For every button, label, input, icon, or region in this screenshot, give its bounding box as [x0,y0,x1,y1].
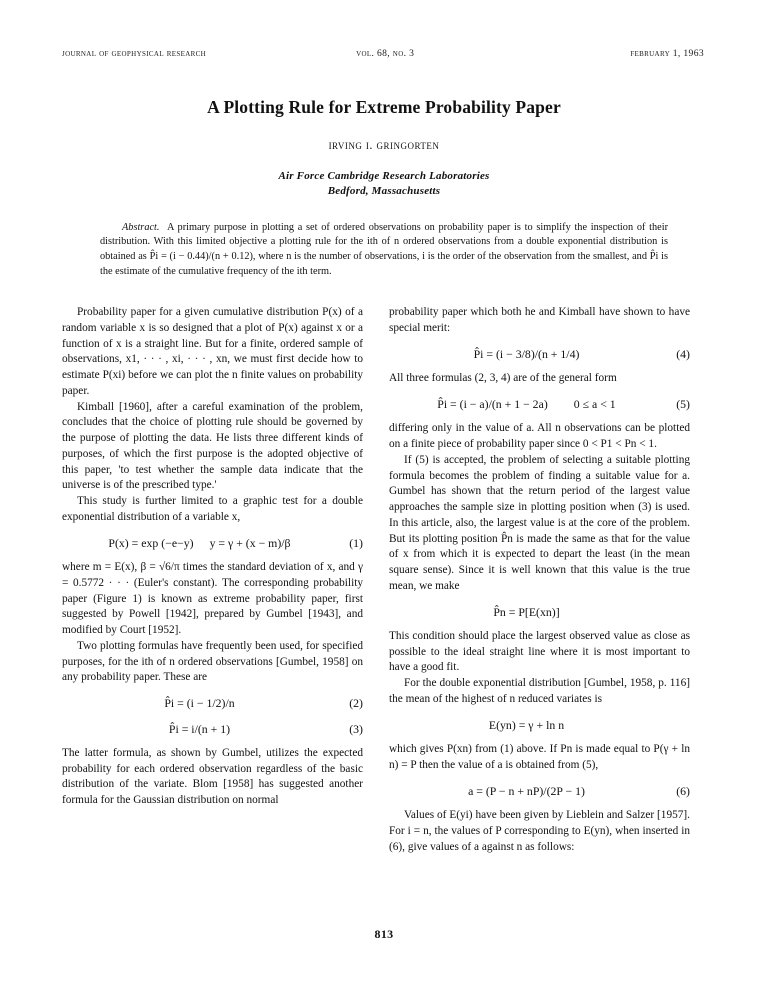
equation-2-number: (2) [349,696,363,711]
body-columns [62,305,706,855]
equation-5-condition: 0 ≤ a < 1 [573,396,616,411]
affiliation-location: Bedford, Massachusetts [327,184,441,197]
equation-1-body [62,535,337,551]
paragraph: This study is further limited to a graphic test for a double exponential distribution of a variable x, [62,495,363,523]
equation-3-number: (3) [349,721,363,736]
title-block [62,97,706,199]
equation-4-number: (4) [676,346,690,361]
equation-unnumbered-2-body: E(yn) = γ + ln n [488,717,565,732]
paragraph: where m = E(x), β = √6/π times the standard deviation of x, and γ = 0.5772 · · · (Euler's constant). The corresponding probability paper (Figure 1) is known as extreme probability paper, first suggested by Powell [1942], prepared by Gumbel [1943], and modified by Court [1952]. [62,561,363,637]
paragraph: Two plotting formulas have frequently been used, for specified purposes, for the ith of n ordered observations [Gumbel, 1958] on any probability paper. These are [62,639,363,684]
equation-1 [62,535,363,551]
running-head [62,48,706,59]
paragraph: Values of E(yi) have been given by Lieblein and Salzer [1957]. For i = n, the values of P corresponding to E(yn), when inserted in (6), give values of a against n as follows: [389,809,690,853]
affiliation [62,169,706,199]
equation-2-body: P̂i = (i − 1/2)/n [164,696,235,711]
equation-unnumbered-2 [389,717,690,733]
running-head-journal: journal of geophysical research [62,48,207,59]
equation-1-number: (1) [349,535,363,550]
right-column [389,305,690,855]
paragraph: The latter formula, as shown by Gumbel, utilizes the expected probability for each ordered observation regardless of the basic distribution of the variate. Blom [1958] has suggested another formula for the Gaussian distribution on normal [62,746,363,807]
paragraph: Kimball [1960], after a careful examination of the problem, concludes that the choice of plotting rule should be governed by the purpose of plotting the data. He lists three different kinds of purposes, of which the first purpose is the adopted objective of this paper, 'to test whether the sample data indicate that the universe is of the prescribed type.' [62,400,363,492]
equation-4 [389,346,690,362]
paragraph: Probability paper for a given cumulative distribution P(x) of a random variable x is so designed that a plot of P(x) against x or a function of x is a straight line. But for a finite, ordered sample of observations, x1, · · · , xi, · · · , xn, we must first decide how to estimate P(xi) before we can plot the n finite values on probability paper. [62,306,363,397]
abstract-label: Abstract. [122,221,160,233]
paragraph: All three formulas (2, 3, 4) are of the general form [389,372,617,385]
equation-3-body: P̂i = i/(n + 1) [168,721,231,736]
equation-6 [389,783,690,799]
left-column [62,305,363,809]
paragraph: This condition should place the largest observed value as close as possible to the ideal straight line where it is most important to have a good fit. [389,629,690,674]
equation-5-number: (5) [676,396,690,411]
page-title: A Plotting Rule for Extreme Probability Paper [207,97,561,117]
equation-unnumbered-1-body: P̂n = P[E(xn)] [493,604,560,619]
page-number: 813 [374,927,394,941]
equation-3 [62,721,363,737]
running-head-date: february 1, 1963 [630,48,704,59]
paragraph: probability paper which both he and Kimball have shown to have special merit: [389,306,690,334]
equation-1-left: P(x) = exp (−e−y) [108,535,194,550]
affiliation-institution: Air Force Cambridge Research Laboratories [278,170,490,182]
paragraph: differing only in the value of a. All n observations can be plotted on a finite piece of probability paper since 0 < P1 < Pn < 1. [389,422,690,451]
equation-5-body [389,396,664,412]
equation-unnumbered-1 [389,604,690,620]
equation-2 [62,695,363,711]
equation-5-formula: P̂i = (i − a)/(n + 1 − 2a) [437,396,548,411]
equation-6-number: (6) [676,783,690,798]
author-name: irving i. gringorten [328,138,440,152]
running-head-volume: vol. 68, no. 3 [356,48,415,59]
equation-1-right: y = γ + (x − m)/β [209,535,291,550]
equation-6-body: a = (P − n + nP)/(2P − 1) [468,783,585,798]
abstract-text: A primary purpose in plotting a set of ordered observations on probability paper is to simplify the inspection of their distribution. With this limited objective a plotting rule for the ith of n ordered observations from a double exponential distribution is obtained as P̂i = (i − 0.44)/(n + 0.12), where n is the number of observations, i is the order of the observation from the smallest, and P̂i is the estimate of the cumulative frequency of the ith term. [100,221,669,277]
paragraph: If (5) is accepted, the problem of selecting a suitable plotting formula becomes the problem of finding a suitable value for a. Gumbel has shown that the return period of the largest value approaches the sample size in plotting position when (3) is used. In this article, also, the largest value is at the core of the problem. But its plotting position P̂n is made the same as that for the value of x from which it is expected to depart the least (in the mean square sense). Since it is well known that this value is the true mean, we make [389,453,690,592]
equation-5 [389,396,690,412]
equation-4-body: P̂i = (i − 3/8)/(n + 1/4) [473,346,580,361]
paragraph: For the double exponential distribution [Gumbel, 1958, p. 116] the mean of the highest of n reduced variates is [389,677,690,705]
abstract [100,221,668,279]
paragraph: which gives P(xn) from (1) above. If Pn is made equal to P(γ + ln n) = P then the value of a is obtained from (5), [389,743,690,771]
